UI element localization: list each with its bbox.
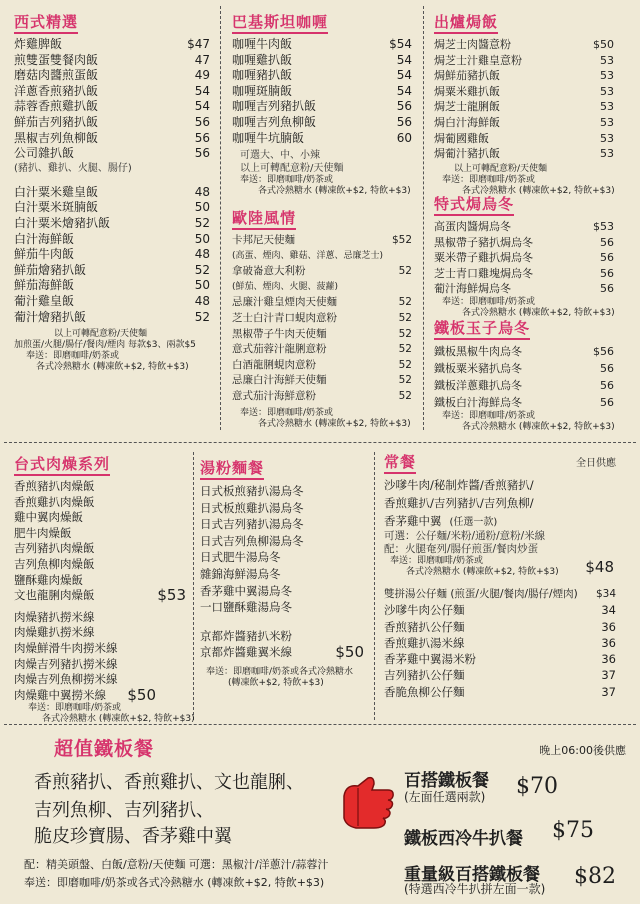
menu-item-note: (鮮茄、煙肉、火腿、菠蘿) [232,281,339,292]
note: 各式冷熱糖水 (轉凍飲+$2, 特飲+$3) [42,714,195,725]
section-title: 特式焗烏冬 [434,194,514,216]
menu-item: 香煎雞扒湯米線 36 [384,635,616,650]
note: (轉凍飲+$2, 特飲+$3) [228,677,324,688]
section-title: 巴基斯坦咖喱 [232,12,328,34]
menu-item: 肉燥吉列豬扒撈米線 [14,656,118,671]
menu-item: 肥牛肉燥飯 [14,525,72,540]
menu-item: 香脆魚柳公仔麵 37 [384,684,616,699]
western-section [14,12,210,373]
hours-note: 晚上06:00後供應 [539,744,626,757]
note: 各式冷熱糖水 (轉凍飲+$2, 特飲+$3) [406,567,559,577]
set-option-name: 鐵板西冷牛扒餐 [404,829,523,849]
western-list-a [14,37,210,175]
menu-item: 一口鹽酥雞湯烏冬 [200,600,292,615]
note: 各式冷熱糖水 (轉凍飲+$2, 特飲+$3) [36,362,189,373]
menu-item: 磨菇肉醬煎蛋飯 49 [14,68,210,83]
menu-item: 白汁粟米雞皇飯 48 [14,184,210,199]
set-option-name: 重量級百搭鐵板餐 [404,865,540,885]
menu-item: 黑椒帶子牛肉天使麵 52 [232,327,412,340]
set-line: 香煎豬扒、香煎雞扒、文也龍脷、 [34,772,304,793]
price: $53 [157,586,186,605]
set-line: 脆皮珍寶腸、香茅雞中翼 [34,826,232,847]
sizzling-section [0,724,640,904]
menu-item: 肉燥吉列魚柳撈米線 [14,672,118,687]
menu-item: 香煎雞扒肉燥飯 [14,494,95,509]
menu-item: 粟米帶子雞扒焗烏冬 56 [434,251,614,265]
menu-item: 雜錦海鮮湯烏冬 [200,566,281,581]
menu-item: 雙拼湯公仔麵 (煎蛋/火腿/餐肉/腸仔/煙肉) $34 [384,588,616,600]
set-option-name: 百搭鐵板餐 [404,771,489,791]
note: 各式冷熱糖水 (轉凍飲+$2, 特飲+$3) [258,186,411,197]
note: 各式冷熱糖水 (轉凍飲+$2, 特飲+$3) [258,418,411,429]
set-line: 吉列魚柳、吉列豬扒、 [34,800,214,821]
hours-note: 全日供應 [576,458,616,469]
menu-item: 鐵板洋蔥雞扒烏冬 56 [434,379,614,392]
menu-line: 香煎雞扒/吉列豬扒/吉列魚柳/ [384,496,534,510]
menu-item: 意式茄汁海鮮意粉 52 [232,389,412,402]
option-line: 可選：公仔麵/米粉/通粉/意粉/米線 [384,530,546,542]
note: 奉送：即磨咖啡/奶茶或 [240,407,334,418]
option-line: 配：火腿奄列/腸仔煎蛋/餐肉炒蛋 [384,543,539,555]
menu-item: 炸雞脾飯 $47 [14,37,210,51]
set-option-price: $70 [516,774,558,799]
menu-item: 香煎豬扒公仔麵 36 [384,619,616,634]
section-title: 湯粉麵餐 [200,458,264,480]
menu-item: 肉燥雞中翼撈米線 $50 [14,685,156,704]
menu-item: 芝士青口雞塊焗烏冬 56 [434,266,614,280]
menu-item: 咖喱牛肉飯 $54 [232,37,412,51]
section-title: 常餐 [384,452,416,474]
menu-item: 鮮茄吉列豬扒飯 56 [14,114,210,129]
menu-item: 吉列豬扒肉燥飯 [14,541,95,556]
menu-item: 文也龍脷肉燥飯 $53 [14,586,186,605]
menu-item: 鐵板粟米豬扒烏冬 56 [434,362,614,375]
menu-item: 咖喱牛坑腩飯 60 [232,130,412,145]
note: 奉送：即磨咖啡/奶茶或 [28,703,122,714]
section-title: 超值鐵板餐 [54,738,155,760]
menu-item: 吉列魚柳肉燥飯 [14,556,95,571]
menu-item: 日式肥牛湯烏冬 [200,550,281,565]
menu-line: 香茅雞中翼 (任選一款) [384,514,498,528]
menu-item: 葡汁燴豬扒飯 52 [14,309,210,324]
note: 奉送：即磨咖啡/奶茶或 [442,174,536,185]
menu-item: 拿破崙意大利粉 52 [232,265,412,278]
menu-item: 鹽酥雞肉燥飯 [14,572,83,587]
note: 奉送：即磨咖啡/奶茶或 [240,175,334,186]
menu-item: 黑椒帶子豬扒焗烏冬 56 [434,235,614,249]
taiwan-section [14,454,195,725]
note: 奉送：即磨咖啡/奶茶或 [442,411,536,421]
note: 奉送：即磨咖啡/奶茶或 [390,556,484,566]
menu-item: 京都炸醬雞翼米線 $50 [200,643,364,662]
set-option-price: $82 [574,864,616,889]
menu-item: 白汁粟米燴豬扒飯 52 [14,215,210,230]
menu-item: 忌廉白汁海鮮天使麵 52 [232,374,412,387]
menu-item: 忌廉汁雞皇煙肉天使麵 52 [232,296,412,309]
menu-item: 蒜蓉香煎雞扒飯 54 [14,99,210,114]
menu-item: 肉燥雞扒撈米線 [14,625,95,640]
menu-item: 焗葡國雞飯 53 [434,131,614,145]
price: $50 [335,643,364,662]
menu-item: 葡汁海鮮焗烏冬 56 [434,282,614,296]
note: 各式冷熱糖水 (轉凍飲+$2, 特飲+$3) [462,185,615,196]
set-option-sub: (特選西冷牛扒拼左面一款) [404,882,546,896]
hotplate-udon-section [434,318,614,433]
baked-section [434,12,614,197]
curry-section [232,12,412,197]
note: 各式冷熱糖水 (轉凍飲+$2, 特飲+$3) [462,422,615,432]
menu-item: 焗白汁海鮮飯 53 [434,115,614,129]
western-list-b [14,185,210,325]
menu-item: 焗芝士肉醬意粉 $50 [434,38,614,51]
note: 奉送：即磨咖啡/奶茶或各式冷熱糖水 [206,666,354,677]
menu-item-note: (高蛋、煙肉、雞菇、洋蔥、忌廉芝士) [232,250,384,261]
menu-item: 沙嗲牛肉公仔麵 34 [384,603,616,618]
note: 加煎蛋/火腿/腸仔/餐肉/煙肉 每款$3、兩款$5 [14,340,196,351]
menu-item: 咖喱雞扒飯 54 [232,52,412,67]
menu-item: 葡汁雞皇飯 48 [14,293,210,308]
menu-item: 吉列豬扒公仔麵 37 [384,668,616,683]
note: 可選大、中、小辣 [240,150,320,162]
divider [4,442,636,443]
menu-item: 咖喱吉列魚柳飯 56 [232,114,412,129]
menu-item: 白汁海鮮飯 50 [14,231,210,246]
menu-item: 黑椒吉列魚柳飯 56 [14,130,210,145]
menu-item: 肉燥豬扒撈米線 [14,609,95,624]
menu-item: 鐵板白汁海鮮烏冬 56 [434,396,614,409]
menu-item: 焗粟米雞扒飯 53 [434,84,614,98]
menu-item: 煎雙蛋雙餐肉飯 47 [14,52,210,67]
menu-line: 沙嗲牛肉/秘制炸醬/香煎豬扒/ [384,478,534,492]
menu-item: 日式吉列魚柳湯烏冬 [200,533,304,548]
menu-item: 洋蔥香煎豬扒飯 54 [14,83,210,98]
menu-item: 卡邦尼天使麵 $52 [232,234,412,246]
menu-item: 咖喱吉列豬扒飯 56 [232,99,412,114]
note: 以上可轉配意粉/天使麵 [240,163,344,175]
note: 以上可轉配意粉/天使麵 [454,163,548,174]
noodles-section [200,458,368,689]
price: $50 [127,685,156,704]
note: 以上可轉配意粉/天使麵 [54,329,148,340]
menu-item: 公司雜扒飯 56 [14,146,210,161]
divider [193,452,194,720]
note: 配：精美頭盤、白飯/意粉/天使麵 可選：黑椒汁/洋蔥汁/蒜蓉汁 [24,858,329,871]
menu-item: 香茅雞中翼湯烏冬 [200,583,292,598]
menu-item: 焗芝士龍脷飯 53 [434,100,614,114]
menu-item: 香煎豬扒肉燥飯 [14,479,95,493]
menu-item: 芝士白汁青口蜆肉意粉 52 [232,311,412,324]
price: $48 [585,558,614,576]
divider [423,6,424,430]
section-title: 歐陸風情 [232,208,296,230]
menu-item: 香茅雞中翼湯米粉 36 [384,652,616,667]
section-title: 台式肉燥系列 [14,454,110,476]
menu-item: 鮮茄燴豬扒飯 52 [14,262,210,277]
thumbs-up-icon [338,774,398,830]
note: 各式冷熱糖水 (轉凍飲+$2, 特飲+$3) [462,307,615,318]
section-title: 鐵板玉子烏冬 [434,318,530,340]
menu-item: 焗鮮茄豬扒飯 53 [434,69,614,83]
note: 奉送：即磨咖啡/奶茶或 [26,351,120,362]
section-title: 出爐焗飯 [434,12,498,34]
menu-item: 日式板煎雞扒湯烏冬 [200,500,304,515]
regular-section [384,452,624,700]
set-option-sub: (左面任選兩款) [404,790,486,804]
set-option-price: $75 [552,818,594,843]
menu-item: 日式吉列豬扒湯烏冬 [200,517,304,532]
menu-item: 日式板煎豬扒湯烏冬 [200,484,304,498]
divider [374,452,375,720]
menu-item: 肉燥鮮滑牛肉撈米線 [14,640,118,655]
menu-item: 鐵板黑椒牛肉烏冬 $56 [434,345,614,358]
menu-item: 焗葡汁豬扒飯 53 [434,147,614,161]
divider [220,6,221,430]
menu-item: 白酒龍脷蜆肉意粉 52 [232,358,412,371]
menu-item: 咖喱豬扒飯 54 [232,68,412,83]
menu-item: 雞中翼肉燥飯 [14,510,83,525]
menu-item: 鮮茄牛肉飯 48 [14,247,210,262]
menu-item: 焗芝士汁雞皇意粉 53 [434,53,614,67]
euro-section [232,208,412,430]
menu-item: 咖喱斑腩飯 54 [232,83,412,98]
menu-item: 鮮茄海鮮飯 50 [14,278,210,293]
baked-udon-section [434,194,614,319]
note: 奉送：即磨咖啡/奶茶或各式冷熱糖水 (轉凍飲+$2, 特飲+$3) [24,876,325,889]
menu-item: 白汁粟米斑腩飯 50 [14,200,210,215]
section-title: 西式精選 [14,12,78,34]
menu-item: 高蛋肉醬焗烏冬 $53 [434,220,614,233]
note: 奉送：即磨咖啡/奶茶或 [442,296,536,307]
menu-item: 意式茄蓉汁龍脷意粉 52 [232,343,412,356]
menu-item: 京都炸醬豬扒米粉 [200,628,292,643]
combo-note: (豬扒、雞扒、火腿、腸仔) [14,162,132,174]
